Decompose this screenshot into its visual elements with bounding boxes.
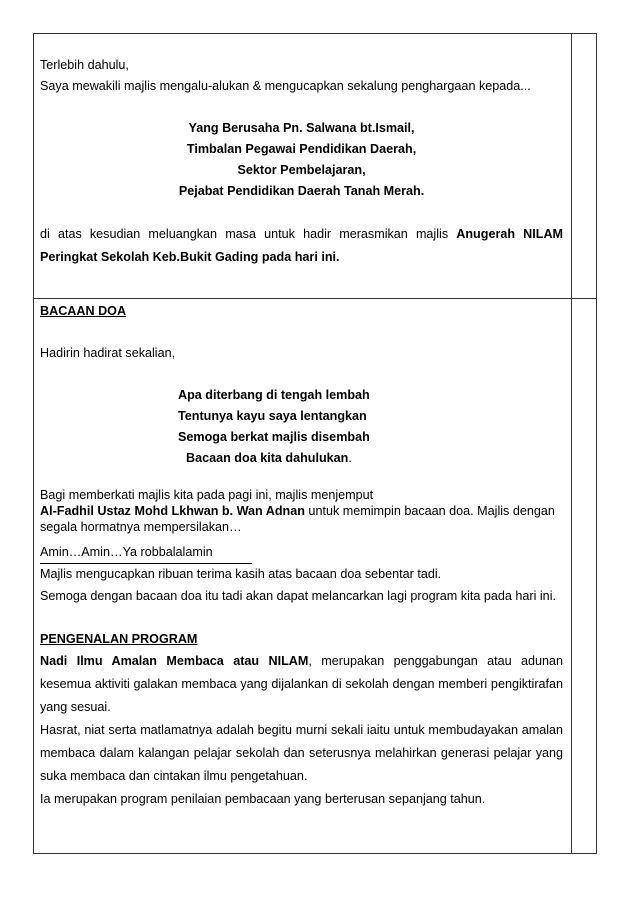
welcome-text: Saya mewakili majlis mengalu-alukan & mengucapkan sekalung penghargaan kepada... [40, 79, 531, 93]
poem-line-1: Apa diterbang di tengah lembah [178, 388, 370, 402]
amin-text: Amin…Amin…Ya robbalalamin [40, 545, 213, 559]
poem-end-mark: . [348, 451, 352, 465]
script-table [33, 33, 597, 854]
poem-line-4-text: Bacaan doa kita dahulukan [186, 451, 349, 465]
thanks-text: Majlis mengucapkan ribuan terima kasih atas bacaan doa sebentar tadi. [40, 567, 442, 581]
closing-text: di atas kesudian meluangkan masa untuk hadir merasmikan majlis [40, 227, 457, 241]
invitee-name: Al-Fadhil Ustaz Mohd Lkhwan b. Wan Adnan [40, 504, 305, 518]
guest-line-4: Pejabat Pendidikan Daerah Tanah Merah. [178, 184, 425, 198]
guest-line-2: Timbalan Pegawai Pendidikan Daerah, [186, 142, 417, 156]
invite-rest: untuk memimpin bacaan doa. Majlis dengan [304, 504, 555, 518]
intro-text: Hadirin hadirat sekalian, [40, 346, 176, 360]
greeting-text: Terlebih dahulu, [40, 58, 129, 72]
nilam-paragraph [40, 650, 563, 719]
invite-paragraph [40, 503, 563, 519]
invite-line: Bagi memberkati majlis kita pada pagi ini, majlis menjemput [40, 488, 374, 502]
nilam-term: Nadi Ilmu Amalan Membaca atau NILAM [40, 654, 309, 668]
side-cell-2 [572, 299, 597, 854]
content-cell-1 [34, 34, 572, 299]
closing-paragraph [40, 223, 563, 246]
final-text: Ia merupakan program penilaian pembacaan yang berterusan sepanjang tahun. [40, 792, 486, 806]
section-heading-doa: BACAAN DOA [40, 304, 127, 318]
table-row [34, 299, 597, 854]
hasrat-paragraph: Hasrat, niat serta matlamatnya adalah begitu murni sekali iaitu untuk membudayakan amalan membaca dalam kalangan pelajar sekolah dan seterusnya melahirkan generasi pelajar yang suka membaca dan cintakan ilmu pengetahuan. [40, 723, 564, 783]
invite-line-3: segala hormatnya mempersilakan… [40, 520, 242, 534]
table-row [34, 34, 597, 299]
event-name: Anugerah NILAM [456, 227, 564, 241]
guest-line-1: Yang Berusaha Pn. Salwana bt.Ismail, [188, 121, 415, 135]
content-cell-2 [34, 299, 572, 854]
section-heading-program: PENGENALAN PROGRAM [40, 632, 198, 646]
hope-text: Semoga dengan bacaan doa itu tadi akan dapat melancarkan lagi program kita pada hari ini. [40, 589, 556, 603]
nilam-description: , merupakan penggabungan atau adunan kesemua aktiviti galakan membaca yang dijalankan di sekolah dengan memberi pengiktirafan yang sesuai. [40, 654, 564, 714]
poem-line-4 [186, 448, 563, 469]
event-level: Peringkat Sekolah Keb.Bukit Gading pada hari ini. [40, 250, 340, 264]
poem-line-3: Semoga berkat majlis disembah [178, 430, 370, 444]
poem-line-2: Tentunya kayu saya lentangkan [178, 409, 367, 423]
side-cell-1 [572, 34, 597, 299]
guest-line-3: Sektor Pembelajaran, [237, 163, 366, 177]
